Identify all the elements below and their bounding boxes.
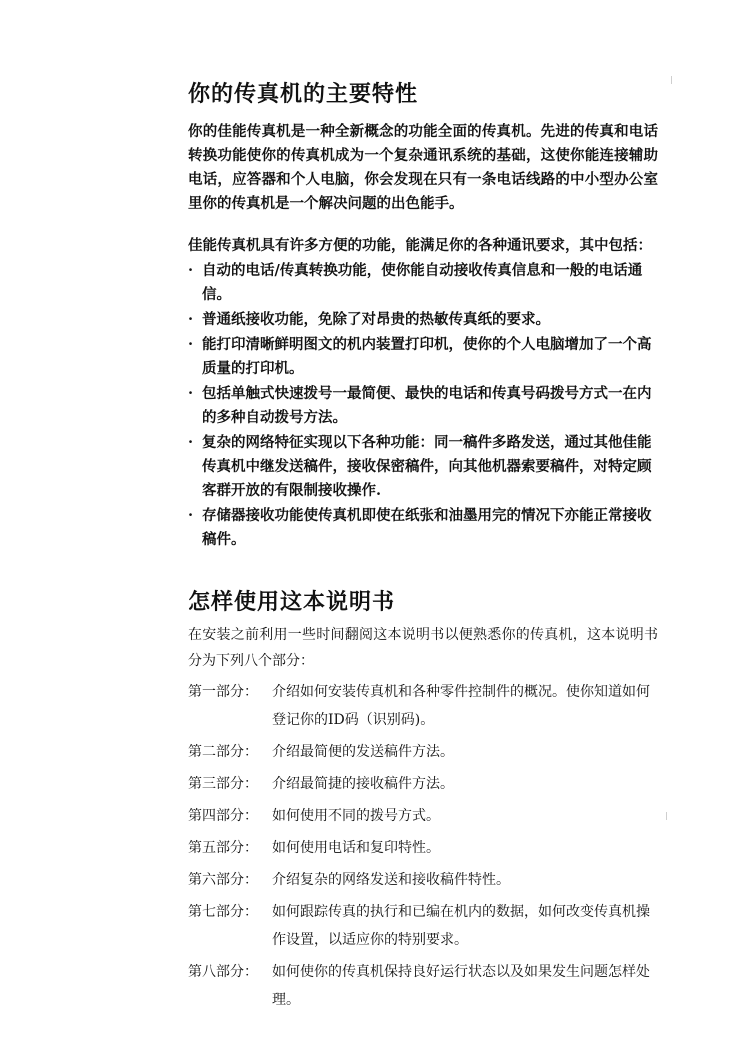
list-item: · 复杂的网络特征实现以下各种功能：同一稿件多路发送，通过其他佳能传真机中继发送稿件，接收保密稿件，向其他机器索要稿件，对特定顾客群开放的有限制接收操作.: [188, 431, 658, 503]
part-text: 如何使你的传真机保持良好运行状态以及如果发生问题怎样处理。: [272, 964, 650, 1008]
part-row: [188, 898, 658, 954]
list-item: · 存储器接收功能使传真机即使在纸张和油墨用完的情况下亦能正常接收稿件。: [188, 504, 658, 552]
part-label: 第七部分：: [188, 904, 258, 920]
part-row: [188, 958, 658, 1014]
part-text: 介绍最简捷的接收稿件方法。: [272, 776, 454, 792]
part-row: [188, 770, 658, 798]
scan-mark: [666, 812, 667, 820]
list-item: · 包括单触式快速拨号一最简便、最快的电话和传真号码拨号方式一在内的多种自动拨号方法。: [188, 382, 658, 430]
manual-usage-intro: 在安装之前利用一些时间翻阅这本说明书以便熟悉你的传真机，这本说明书分为下列八个部分：: [188, 627, 658, 669]
part-text: 介绍复杂的网络发送和接收稿件特性。: [272, 872, 510, 888]
part-text: 如何跟踪传真的执行和已编在机内的数据，如何改变传真机操作设置，以适应你的特别要求。: [272, 904, 650, 948]
part-label: 第五部分：: [188, 840, 258, 856]
part-label: 第一部分：: [188, 684, 258, 700]
features-list: [188, 259, 658, 552]
part-row: [188, 834, 658, 862]
part-row: [188, 738, 658, 766]
features-heading: 你的传真机的主要特性: [188, 82, 419, 107]
manual-usage-heading: 怎样使用这本说明书: [188, 590, 396, 615]
part-row: [188, 866, 658, 894]
list-item: · 能打印清晰鲜明图文的机内装置打印机，使你的个人电脑增加了一个高质量的打印机。: [188, 333, 658, 381]
features-section: [188, 80, 658, 552]
part-text: 如何使用不同的拨号方式。: [272, 808, 440, 824]
list-item: · 自动的电话/传真转换功能，使你能自动接收传真信息和一般的电话通信。: [188, 259, 658, 307]
part-label: 第六部分：: [188, 872, 258, 888]
part-label: 第二部分：: [188, 744, 258, 760]
part-label: 第八部分：: [188, 964, 258, 980]
part-row: [188, 802, 658, 830]
part-text: 介绍最简便的发送稿件方法。: [272, 744, 454, 760]
manual-usage-section: [188, 588, 658, 1014]
part-label: 第三部分：: [188, 776, 258, 792]
list-item: · 普通纸接收功能，免除了对昂贵的热敏传真纸的要求。: [188, 308, 658, 332]
part-row: [188, 678, 658, 734]
features-paragraph-1: 你的佳能传真机是一种全新概念的功能全面的传真机。先进的传真和电话转换功能使你的传真机成为一个复杂通讯系统的基础，这使你能连接辅助电话，应答器和个人电脑，你会发现在只有一条电话线路的中小型办公室里你的传真机是一个解决问题的出色能手。: [188, 123, 658, 212]
part-label: 第四部分：: [188, 808, 258, 824]
part-text: 介绍如何安装传真机和各种零件控制件的概况。使你知道如何登记你的ID码（识别码)。: [272, 684, 650, 728]
features-paragraph-2: 佳能传真机具有许多方便的功能，能满足你的各种通讯要求，其中包括：: [188, 237, 652, 254]
scan-mark: [671, 76, 672, 84]
part-text: 如何使用电话和复印特性。: [272, 840, 440, 856]
